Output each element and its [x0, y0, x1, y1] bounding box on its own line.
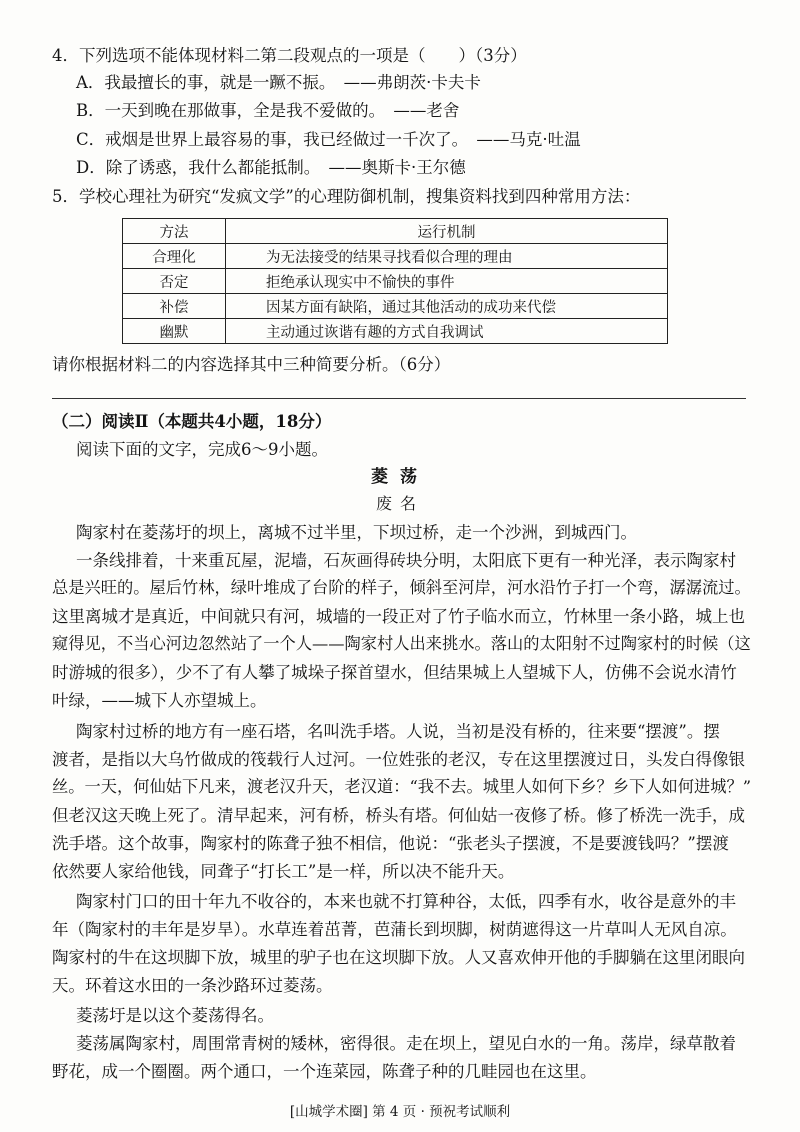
question-4-option-c: C．戒烟是世界上最容易的事，我已经做过一千次了。 ——马克·吐温 [76, 130, 581, 149]
table-header-method: 方法 [123, 219, 226, 244]
table-header-mechanism: 运行机制 [226, 219, 668, 244]
section-2-instruction: 阅读下面的文字，完成6～9小题。 [76, 440, 328, 459]
passage-line: 总是兴旺的。屋后竹林，绿叶堆成了台阶的样子，倾斜至河岸，河水沿竹子打一个弯，潺潺流过。 [52, 578, 751, 597]
question-4-option-d: D．除了诱惑，我什么都能抵制。 ——奥斯卡·王尔德 [76, 158, 466, 177]
table-cell-method: 合理化 [123, 244, 226, 269]
passage-line: 年（陶家村的丰年是岁旱）。水草连着茁菁，芭蒲长到坝脚，树荫遮得这一片草叫人无风自凉。 [52, 920, 737, 939]
question-4-option-a: A．我最擅长的事，就是一蹶不振。 ——弗朗茨·卡夫卡 [76, 73, 481, 92]
passage-line: 洗手塔。这个故事，陶家村的陈聋子独不相信，他说：“张老头子摆渡，不是要渡钱吗？”摆渡 [52, 834, 729, 853]
defense-mechanism-table [122, 218, 668, 344]
passage-line: 渡者，是指以大乌竹做成的筏载行人过河。一位姓张的老汉，专在这里摆渡过日，头发白得像银 [52, 750, 745, 769]
passage-title: 菱荡 [371, 467, 429, 487]
table-header-row [123, 219, 668, 244]
question-4-option-b: B．一天到晚在那做事，全是我不爱做的。 ——老舍 [76, 101, 460, 120]
section-2-heading: （二）阅读Ⅱ（本题共4小题，18分） [52, 412, 332, 431]
table-cell-mechanism: 因某方面有缺陷，通过其他活动的成功来代偿 [226, 294, 668, 319]
passage-line: 丝。一天，何仙姑下凡来，渡老汉升天，老汉道：“我不去。城里人如何下乡？乡下人如何进城？” [52, 777, 752, 796]
table-cell-method: 否定 [123, 269, 226, 294]
question-4-stem: 4．下列选项不能体现材料二第二段观点的一项是（ ）（3分） [52, 46, 527, 65]
passage-line: 菱荡属陶家村，周围常青树的矮林，密得很。走在坝上，望见白水的一角。荡岸，绿草散着 [76, 1034, 736, 1053]
passage-line: 天。环着这水田的一条沙路环过菱荡。 [52, 976, 333, 995]
table-row [123, 319, 668, 344]
passage-line: 窥得见，不当心河边忽然站了一个人——陶家村人出来挑水。落山的太阳射不过陶家村的时候（这 [52, 634, 751, 653]
table-row [123, 269, 668, 294]
passage-line: 陶家村的牛在这坝脚下放，城里的驴子也在这坝脚下放。人又喜欢伸开他的手脚躺在这里闭眼向 [52, 948, 745, 967]
passage-line: 叶绿，——城下人亦望城上。 [52, 691, 267, 710]
table-row [123, 294, 668, 319]
passage-line: 时游城的很多），少不了有人攀了城垛子探首望水，但结果城上人望城下人，仿佛不会说水清竹 [52, 663, 737, 682]
table-cell-mechanism: 拒绝承认现实中不愉快的事件 [226, 269, 668, 294]
passage-line: 陶家村门口的田十年九不收谷的，本来也就不打算种谷，太低，四季有水，收谷是意外的丰 [76, 892, 736, 911]
passage-line: 但老汉这天晚上死了。清早起来，河有桥，桥头有塔。何仙姑一夜修了桥。修了桥洗一洗手，成 [52, 806, 745, 825]
passage-line: 一条线排着，十来重瓦屋，泥墙，石灰画得砖块分明，太阳底下更有一种光泽，表示陶家村 [76, 551, 736, 570]
question-5-prompt: 请你根据材料二的内容选择其中三种简要分析。（6分） [52, 355, 451, 374]
passage-line: 陶家村过桥的地方有一座石塔，名叫洗手塔。人说，当初是没有桥的，往来要“摆渡”。摆 [76, 722, 720, 741]
passage-line: 野花，成一个圈圈。两个通口，一个连菜园，陈聋子种的几畦园也在这里。 [52, 1062, 597, 1081]
section-divider [52, 398, 746, 399]
table-cell-mechanism: 主动通过诙谐有趣的方式自我调试 [226, 319, 668, 344]
passage-author: 废名 [375, 494, 424, 513]
page-footer: [山城学术圈] 第 4 页 · 预祝考试顺利 [289, 1104, 511, 1120]
passage-line: 菱荡圩是以这个菱荡得名。 [76, 1006, 274, 1025]
passage-line: 这里离城才是真近，中间就只有河，城墙的一段正对了竹子临水而立，竹林里一条小路，城上也 [52, 607, 745, 626]
passage-line: 陶家村在菱荡圩的坝上，离城不过半里，下坝过桥，走一个沙洲，到城西门。 [76, 523, 637, 542]
table-cell-mechanism: 为无法接受的结果寻找看似合理的理由 [226, 244, 668, 269]
passage-line: 依然要人家给他钱，同聋子“打长工”是一样，所以决不能升天。 [52, 862, 515, 881]
table-cell-method: 幽默 [123, 319, 226, 344]
table-row [123, 244, 668, 269]
table-cell-method: 补偿 [123, 294, 226, 319]
question-5-stem: 5．学校心理社为研究“发疯文学”的心理防御机制，搜集资料找到四种常用方法： [52, 187, 641, 206]
